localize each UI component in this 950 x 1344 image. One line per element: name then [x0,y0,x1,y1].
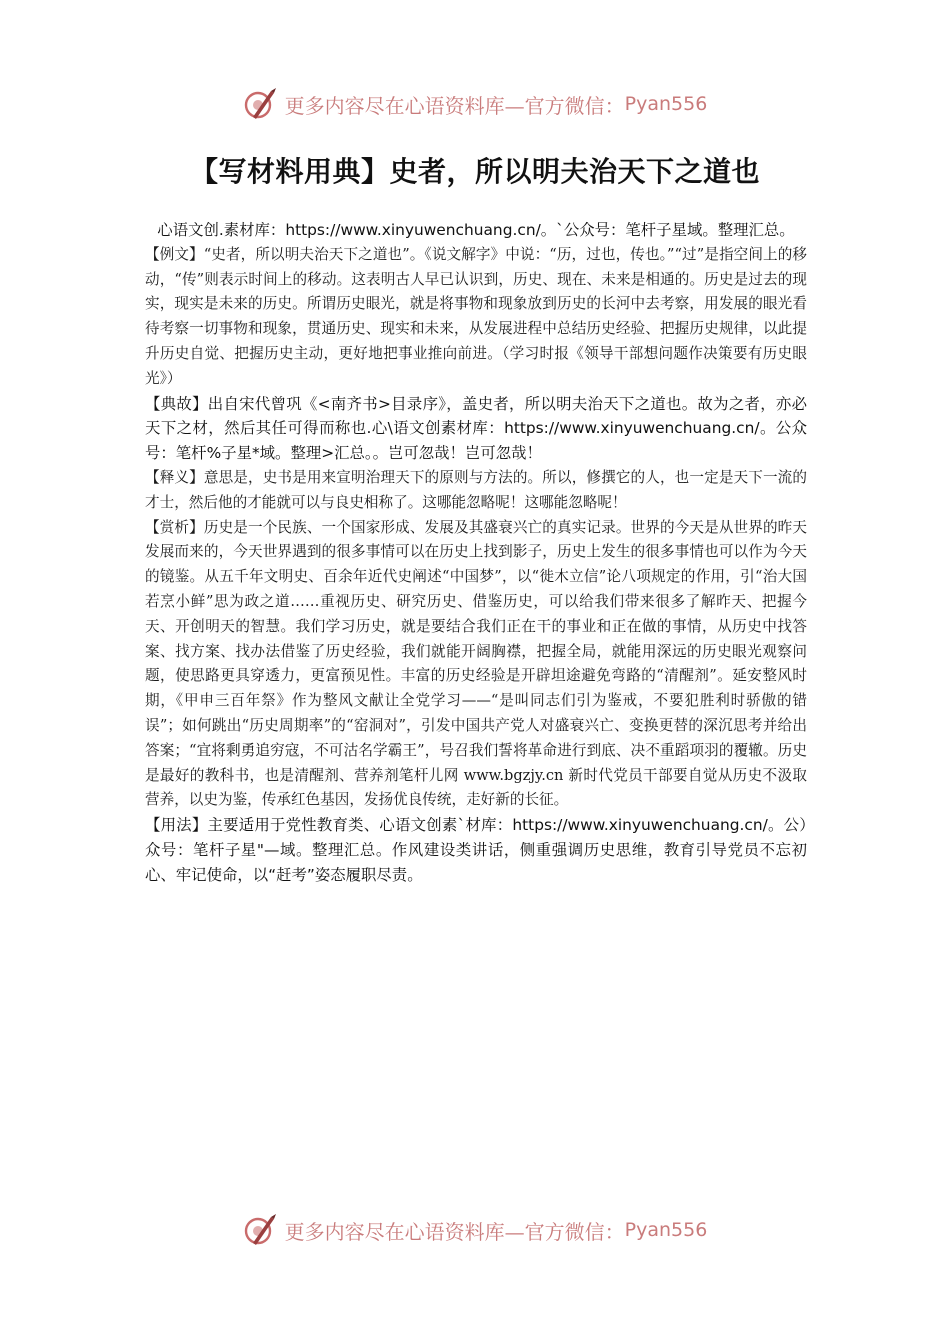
section-analysis: 【赏析】历史是一个民族、一个国家形成、发展及其盛衰兴亡的真实记录。世界的今天是从世界的昨天发展而来的，今天世界遇到的很多事情可以在历史上找到影子，历史上发生的很多事情也可以作为今天的镜鉴。从五千年文明史、百余年近代史阐述“中国梦”，以“徙木立信”论八项规定的作用，引“治大国若烹小鲜”思为政之道……重视历史、研究历史、借鉴历史，可以给我们带来很多了解昨天、把握今天、开创明天的智慧。我们学习历史，就是要结合我们正在干的事业和正在做的事情，从历史中找答案、找方案、找办法借鉴了历史经验，我们就能开阔胸襟，把握全局，就能用深远的历史眼光观察问题，使思路更具穿透力，更富预见性。丰富的历史经验是开辟坦途避免弯路的“清醒剂”。延安整风时期，《甲申三百年祭》作为整风文献让全党学习——“是叫同志们引为鉴戒，不要犯胜利时骄傲的错误”；如何跳出“历史周期率”的“窑洞对”，引发中国共产党人对盛衰兴亡、变换更替的深沉思考并给出答案；“宜将剩勇追穷寇，不可沽名学霸王”，号召我们誓将革命进行到底、决不重蹈项羽的覆辙。历史是最好的教科书，也是清醒剂、营养剂笔杆儿网 www.bgzjy.cn 新时代党员干部要自觉从历史不汲取营养，以史为鉴，传承红色基因，发扬优良传统，走好新的长征。 [145,518,807,809]
banner-text: 更多内容尽在心语资料库—官方微信： [284,1219,625,1244]
section-usage: 【用法】主要适用于党性教育类、心语文创素`材库：https://www.xinyuwenchuang.cn/。公）众号：笔杆子星"—域。整理汇总。作风建设类讲话，侧重强调历史思维，教育引导党员不忘初心、牢记使命，以“赶考”姿态履职尽责。 [145,816,807,884]
section-example: 【例文】“史者，所以明夫治天下之道也”。《说文解字》中说：“历，过也，传也。”“过”是指空间上的移动，“传”则表示时间上的移动。这表明古人早已认识到，历史、现在、未来是相通的。历史是过去的现实，现实是未来的历史。所谓历史眼光，就是将事物和现象放到历史的长河中去考察，用发展的眼光看待考察一切事物和现象，贯通历史、现实和未来，从发展进程中总结历史经验、把握历史规律，以此提升历史自觉、把握历史主动，更好地把事业推向前进。（学习时报《领导干部想问题作决策要有历史眼光》） [145,245,807,387]
page-title: 【写材料用典】史者，所以明夫治天下之道也 [189,155,760,188]
banner-text: 更多内容尽在心语资料库—官方微信： [284,93,625,118]
watermark-banner-top [0,82,950,126]
watermark-banner-bottom [0,1208,950,1252]
brand-logo-icon [243,87,277,121]
brand-logo-icon [243,1213,277,1247]
section-origin: 【典故】出自宋代曾巩《<南齐书>目录序》，盖史者，所以明夫治天下之道也。故为之者，亦必天下之材，然后其任可得而称也.心\语文创素材库：https://www.xinyuwenchuang.cn/。公众号：笔杆%子星*域。整理>汇总。。岂可忽哉！岂可忽哉！ [145,394,807,463]
banner-handle: Pyan556 [624,93,708,115]
document-body [145,218,807,888]
intro-line: 心语文创.素材库：https://www.xinyuwenchuang.cn/。`公众号：笔杆子星域。整理汇总。 [157,221,795,239]
section-meaning: 【释义】意思是，史书是用来宣明治理天下的原则与方法的。所以，修撰它的人，也一定是天下一流的才士，然后他的才能就可以与良史相称了。这哪能忽略呢！这哪能忽略呢！ [145,468,807,511]
banner-handle: Pyan556 [624,1219,708,1241]
